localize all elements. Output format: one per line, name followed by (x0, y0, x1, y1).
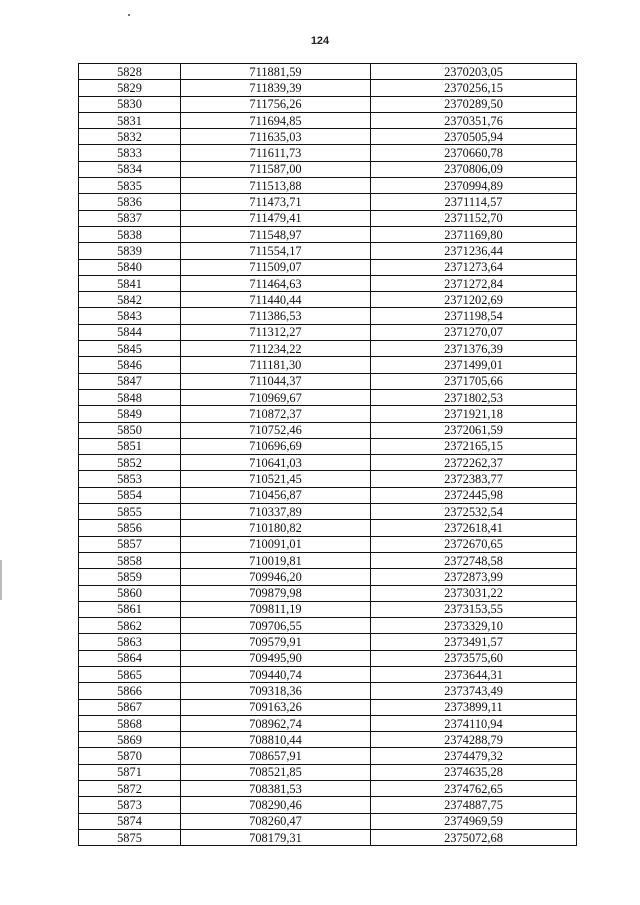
y-coordinate-cell: 2374762,65 (371, 781, 577, 797)
y-coordinate-cell: 2370203,05 (371, 64, 577, 80)
y-coordinate-cell: 2370289,50 (371, 96, 577, 112)
table-row (79, 813, 577, 829)
x-coordinate-cell: 711464,63 (181, 275, 371, 291)
x-coordinate-cell: 710521,45 (181, 471, 371, 487)
x-coordinate-cell: 708381,53 (181, 781, 371, 797)
x-coordinate-cell: 709879,98 (181, 585, 371, 601)
coordinates-table-body (79, 64, 577, 846)
point-number-cell: 5862 (79, 618, 181, 634)
point-number-cell: 5869 (79, 732, 181, 748)
point-number-cell: 5855 (79, 504, 181, 520)
x-coordinate-cell: 711513,88 (181, 178, 371, 194)
table-row (79, 732, 577, 748)
y-coordinate-cell: 2371921,18 (371, 406, 577, 422)
table-row (79, 585, 577, 601)
point-number-cell: 5842 (79, 292, 181, 308)
x-coordinate-cell: 711881,59 (181, 64, 371, 80)
point-number-cell: 5861 (79, 601, 181, 617)
y-coordinate-cell: 2371202,69 (371, 292, 577, 308)
x-coordinate-cell: 711554,17 (181, 243, 371, 259)
table-row (79, 308, 577, 324)
y-coordinate-cell: 2372748,58 (371, 552, 577, 568)
y-coordinate-cell: 2372873,99 (371, 569, 577, 585)
table-row (79, 341, 577, 357)
y-coordinate-cell: 2372165,15 (371, 438, 577, 454)
x-coordinate-cell: 711234,22 (181, 341, 371, 357)
page-number: 124 (310, 35, 330, 47)
scan-speck (128, 14, 130, 16)
point-number-cell: 5875 (79, 829, 181, 845)
y-coordinate-cell: 2371273,64 (371, 259, 577, 275)
point-number-cell: 5871 (79, 764, 181, 780)
y-coordinate-cell: 2374110,94 (371, 715, 577, 731)
table-row (79, 64, 577, 80)
point-number-cell: 5832 (79, 129, 181, 145)
x-coordinate-cell: 709811,19 (181, 601, 371, 617)
point-number-cell: 5849 (79, 406, 181, 422)
table-row (79, 96, 577, 112)
x-coordinate-cell: 708179,31 (181, 829, 371, 845)
y-coordinate-cell: 2370351,76 (371, 112, 577, 128)
table-row (79, 389, 577, 405)
table-row (79, 243, 577, 259)
y-coordinate-cell: 2372618,41 (371, 520, 577, 536)
y-coordinate-cell: 2372061,59 (371, 422, 577, 438)
y-coordinate-cell: 2371114,57 (371, 194, 577, 210)
point-number-cell: 5852 (79, 455, 181, 471)
table-row (79, 764, 577, 780)
point-number-cell: 5854 (79, 487, 181, 503)
point-number-cell: 5829 (79, 80, 181, 96)
point-number-cell: 5865 (79, 666, 181, 682)
point-number-cell: 5857 (79, 536, 181, 552)
x-coordinate-cell: 709579,91 (181, 634, 371, 650)
y-coordinate-cell: 2371499,01 (371, 357, 577, 373)
y-coordinate-cell: 2373031,22 (371, 585, 577, 601)
point-number-cell: 5866 (79, 683, 181, 699)
y-coordinate-cell: 2372383,77 (371, 471, 577, 487)
x-coordinate-cell: 710872,37 (181, 406, 371, 422)
y-coordinate-cell: 2373644,31 (371, 666, 577, 682)
x-coordinate-cell: 709318,36 (181, 683, 371, 699)
x-coordinate-cell: 711587,00 (181, 161, 371, 177)
table-row (79, 194, 577, 210)
point-number-cell: 5858 (79, 552, 181, 568)
point-number-cell: 5845 (79, 341, 181, 357)
table-row (79, 666, 577, 682)
y-coordinate-cell: 2372532,54 (371, 504, 577, 520)
table-row (79, 80, 577, 96)
x-coordinate-cell: 710752,46 (181, 422, 371, 438)
point-number-cell: 5863 (79, 634, 181, 650)
point-number-cell: 5868 (79, 715, 181, 731)
x-coordinate-cell: 711839,39 (181, 80, 371, 96)
point-number-cell: 5870 (79, 748, 181, 764)
y-coordinate-cell: 2371705,66 (371, 373, 577, 389)
point-number-cell: 5864 (79, 650, 181, 666)
table-row (79, 715, 577, 731)
x-coordinate-cell: 711548,97 (181, 226, 371, 242)
x-coordinate-cell: 709495,90 (181, 650, 371, 666)
coordinates-table (78, 63, 577, 846)
y-coordinate-cell: 2370806,09 (371, 161, 577, 177)
y-coordinate-cell: 2374969,59 (371, 813, 577, 829)
y-coordinate-cell: 2372262,37 (371, 455, 577, 471)
table-row (79, 275, 577, 291)
x-coordinate-cell: 711312,27 (181, 324, 371, 340)
table-row (79, 829, 577, 845)
y-coordinate-cell: 2371272,84 (371, 275, 577, 291)
table-row (79, 178, 577, 194)
y-coordinate-cell: 2373743,49 (371, 683, 577, 699)
table-row (79, 226, 577, 242)
point-number-cell: 5828 (79, 64, 181, 80)
x-coordinate-cell: 708810,44 (181, 732, 371, 748)
point-number-cell: 5872 (79, 781, 181, 797)
point-number-cell: 5874 (79, 813, 181, 829)
point-number-cell: 5834 (79, 161, 181, 177)
scan-edge-mark (0, 560, 2, 600)
table-row (79, 357, 577, 373)
y-coordinate-cell: 2370994,89 (371, 178, 577, 194)
table-row (79, 601, 577, 617)
y-coordinate-cell: 2371198,54 (371, 308, 577, 324)
table-row (79, 748, 577, 764)
y-coordinate-cell: 2370505,94 (371, 129, 577, 145)
point-number-cell: 5844 (79, 324, 181, 340)
y-coordinate-cell: 2372445,98 (371, 487, 577, 503)
x-coordinate-cell: 711479,41 (181, 210, 371, 226)
point-number-cell: 5843 (79, 308, 181, 324)
table-row (79, 487, 577, 503)
x-coordinate-cell: 711181,30 (181, 357, 371, 373)
table-row (79, 650, 577, 666)
y-coordinate-cell: 2371270,07 (371, 324, 577, 340)
y-coordinate-cell: 2373575,60 (371, 650, 577, 666)
table-row (79, 112, 577, 128)
x-coordinate-cell: 708290,46 (181, 797, 371, 813)
point-number-cell: 5856 (79, 520, 181, 536)
x-coordinate-cell: 708657,91 (181, 748, 371, 764)
table-row (79, 683, 577, 699)
table-row (79, 634, 577, 650)
point-number-cell: 5839 (79, 243, 181, 259)
x-coordinate-cell: 711386,53 (181, 308, 371, 324)
y-coordinate-cell: 2371376,39 (371, 341, 577, 357)
x-coordinate-cell: 710337,89 (181, 504, 371, 520)
table-row (79, 422, 577, 438)
table-row (79, 455, 577, 471)
point-number-cell: 5841 (79, 275, 181, 291)
point-number-cell: 5853 (79, 471, 181, 487)
x-coordinate-cell: 710696,69 (181, 438, 371, 454)
x-coordinate-cell: 709440,74 (181, 666, 371, 682)
point-number-cell: 5840 (79, 259, 181, 275)
table-row (79, 438, 577, 454)
x-coordinate-cell: 711440,44 (181, 292, 371, 308)
table-row (79, 292, 577, 308)
x-coordinate-cell: 708962,74 (181, 715, 371, 731)
x-coordinate-cell: 710019,81 (181, 552, 371, 568)
y-coordinate-cell: 2373153,55 (371, 601, 577, 617)
x-coordinate-cell: 710641,03 (181, 455, 371, 471)
table-row (79, 373, 577, 389)
y-coordinate-cell: 2371802,53 (371, 389, 577, 405)
point-number-cell: 5867 (79, 699, 181, 715)
point-number-cell: 5850 (79, 422, 181, 438)
point-number-cell: 5848 (79, 389, 181, 405)
y-coordinate-cell: 2374635,28 (371, 764, 577, 780)
point-number-cell: 5837 (79, 210, 181, 226)
point-number-cell: 5847 (79, 373, 181, 389)
y-coordinate-cell: 2374288,79 (371, 732, 577, 748)
y-coordinate-cell: 2372670,65 (371, 536, 577, 552)
point-number-cell: 5859 (79, 569, 181, 585)
y-coordinate-cell: 2370660,78 (371, 145, 577, 161)
table-row (79, 520, 577, 536)
y-coordinate-cell: 2374479,32 (371, 748, 577, 764)
x-coordinate-cell: 710969,67 (181, 389, 371, 405)
y-coordinate-cell: 2373491,57 (371, 634, 577, 650)
table-row (79, 797, 577, 813)
x-coordinate-cell: 710456,87 (181, 487, 371, 503)
x-coordinate-cell: 711635,03 (181, 129, 371, 145)
y-coordinate-cell: 2371169,80 (371, 226, 577, 242)
point-number-cell: 5835 (79, 178, 181, 194)
x-coordinate-cell: 711611,73 (181, 145, 371, 161)
y-coordinate-cell: 2371236,44 (371, 243, 577, 259)
y-coordinate-cell: 2373899,11 (371, 699, 577, 715)
table-row (79, 536, 577, 552)
table-row (79, 504, 577, 520)
x-coordinate-cell: 710180,82 (181, 520, 371, 536)
x-coordinate-cell: 709706,55 (181, 618, 371, 634)
point-number-cell: 5873 (79, 797, 181, 813)
table-row (79, 145, 577, 161)
x-coordinate-cell: 708521,85 (181, 764, 371, 780)
table-row (79, 324, 577, 340)
y-coordinate-cell: 2374887,75 (371, 797, 577, 813)
table-row (79, 129, 577, 145)
table-row (79, 552, 577, 568)
x-coordinate-cell: 711044,37 (181, 373, 371, 389)
point-number-cell: 5838 (79, 226, 181, 242)
x-coordinate-cell: 711509,07 (181, 259, 371, 275)
y-coordinate-cell: 2371152,70 (371, 210, 577, 226)
y-coordinate-cell: 2370256,15 (371, 80, 577, 96)
x-coordinate-cell: 708260,47 (181, 813, 371, 829)
table-row (79, 569, 577, 585)
point-number-cell: 5851 (79, 438, 181, 454)
table-row (79, 259, 577, 275)
point-number-cell: 5860 (79, 585, 181, 601)
table-row (79, 781, 577, 797)
x-coordinate-cell: 711756,26 (181, 96, 371, 112)
point-number-cell: 5831 (79, 112, 181, 128)
point-number-cell: 5836 (79, 194, 181, 210)
x-coordinate-cell: 709163,26 (181, 699, 371, 715)
point-number-cell: 5833 (79, 145, 181, 161)
table-row (79, 161, 577, 177)
point-number-cell: 5846 (79, 357, 181, 373)
table-row (79, 699, 577, 715)
x-coordinate-cell: 711694,85 (181, 112, 371, 128)
table-row (79, 471, 577, 487)
table-row (79, 406, 577, 422)
table-row (79, 210, 577, 226)
table-row (79, 618, 577, 634)
y-coordinate-cell: 2373329,10 (371, 618, 577, 634)
x-coordinate-cell: 709946,20 (181, 569, 371, 585)
x-coordinate-cell: 711473,71 (181, 194, 371, 210)
x-coordinate-cell: 710091,01 (181, 536, 371, 552)
point-number-cell: 5830 (79, 96, 181, 112)
y-coordinate-cell: 2375072,68 (371, 829, 577, 845)
